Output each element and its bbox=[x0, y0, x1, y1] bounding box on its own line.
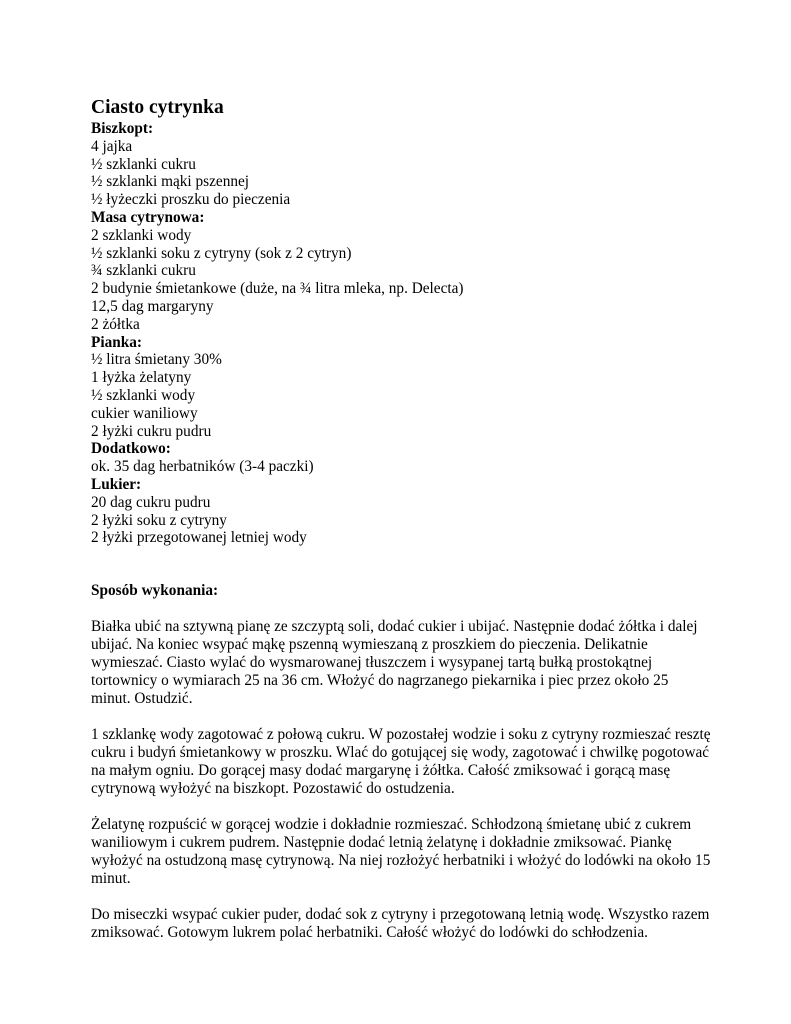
ingredient-item: 1 łyżka żelatyny bbox=[91, 369, 192, 387]
method-heading: Sposób wykonania: bbox=[91, 582, 219, 600]
ingredient-item: 2 łyżki soku z cytryny bbox=[91, 511, 227, 529]
section-heading-masa-cytrynowa: Masa cytrynowa: bbox=[91, 208, 205, 226]
method-paragraph: Żelatynę rozpuścić w gorącej wodzie i dokładnie rozmieszać. Schłodzoną śmietanę ubić z cukrem waniliowym i cukrem pudrem. Następnie dodać letnią żelatynę i dokładnie zmiksować. Piankę wyłożyć na ostudzoną masę cytrynową. Na niej rozłożyć herbatniki i włożyć do lodówki na około 15 minut. bbox=[91, 816, 711, 888]
ingredient-item: 4 jajka bbox=[91, 137, 133, 155]
method-paragraph: Do miseczki wsypać cukier puder, dodać sok z cytryny i przegotowaną letnią wodę. Wszystko razem zmiksować. Gotowym lukrem polać herbatniki. Całość włożyć do lodówki do schłodzenia. bbox=[91, 906, 710, 942]
ingredient-item: 20 dag cukru pudru bbox=[91, 493, 211, 511]
method-paragraph: 1 szklankę wody zagotować z połową cukru. W pozostałej wodzie i soku z cytryny rozmieszać resztę cukru i budyń śmietankowy w proszku. Wlać do gotującej się wody, zagotować i chwilkę pogotować na małym ogniu. Do gorącej masy dodać margarynę i żółtka. Całość zmiksować i gorącą masę cytrynową wyłożyć na biszkopt. Pozostawić do ostudzenia. bbox=[91, 726, 711, 798]
ingredient-item: ok. 35 dag herbatników (3-4 paczki) bbox=[91, 458, 314, 476]
ingredient-item: ½ łyżeczki proszku do pieczenia bbox=[91, 191, 291, 209]
ingredients-list bbox=[91, 120, 711, 547]
ingredient-item: 2 szklanki wody bbox=[91, 226, 192, 244]
ingredient-item: cukier waniliowy bbox=[91, 404, 198, 422]
recipe-title: Ciasto cytrynka bbox=[91, 97, 224, 118]
section-heading-lukier: Lukier: bbox=[91, 475, 142, 493]
document-page bbox=[91, 96, 711, 942]
ingredient-item: ¾ szklanki cukru bbox=[91, 262, 196, 280]
method-paragraph: Białka ubić na sztywną pianę ze szczyptą soli, dodać cukier i ubijać. Następnie dodać żółtka i dalej ubijać. Na koniec wsypać mąkę pszenną wymieszaną z proszkiem do pieczenia. Delikatnie wymieszać. Ciasto wylać do wysmarowanej tłuszczem i wysypanej tartą bułką prostokątnej tortownicy o wymiarach 25 na 36 cm. Włożyć do nagrzanego piekarnika i piec przez około 25 minut. Ostudzić. bbox=[91, 618, 698, 708]
ingredient-item: 2 żółtka bbox=[91, 315, 140, 333]
ingredient-item: 2 łyżki cukru pudru bbox=[91, 422, 212, 440]
ingredient-item: 2 łyżki przegotowanej letniej wody bbox=[91, 529, 307, 547]
ingredient-item: ½ szklanki mąki pszennej bbox=[91, 173, 250, 191]
ingredient-item: ½ litra śmietany 30% bbox=[91, 351, 222, 369]
section-heading-biszkopt: Biszkopt: bbox=[91, 120, 154, 137]
ingredient-item: ½ szklanki wody bbox=[91, 386, 196, 404]
ingredient-item: ½ szklanki cukru bbox=[91, 155, 196, 173]
section-heading-dodatkowo: Dodatkowo: bbox=[91, 440, 171, 458]
ingredient-item: 2 budynie śmietankowe (duże, na ¾ litra mleka, np. Delecta) bbox=[91, 280, 464, 298]
method-steps bbox=[91, 618, 711, 942]
ingredient-item: 12,5 dag margaryny bbox=[91, 297, 214, 315]
section-heading-pianka: Pianka: bbox=[91, 333, 142, 351]
ingredient-item: ½ szklanki soku z cytryny (sok z 2 cytryn) bbox=[91, 244, 352, 262]
